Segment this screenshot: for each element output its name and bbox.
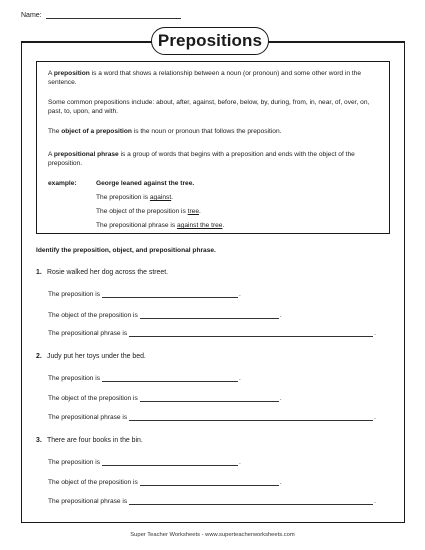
answer-blank[interactable]	[129, 413, 373, 421]
q3-preposition-line	[48, 458, 241, 466]
example-object	[96, 208, 201, 215]
text: is a group of words that begins with a preposition and ends with the object of the preposition.	[48, 151, 355, 168]
period: .	[239, 459, 241, 466]
q3-object-line	[48, 478, 282, 486]
answer-blank[interactable]	[129, 329, 373, 337]
page-title-text: Prepositions	[157, 31, 263, 50]
text: Some common prepositions include: about, after, against, before, below, by, during, from, in, near, of, over, on, past, to, upon, and with.	[48, 99, 370, 116]
common-prepositions	[48, 98, 383, 117]
question-2	[36, 353, 146, 360]
question-number: 1.	[36, 269, 42, 276]
period: .	[239, 375, 241, 382]
text: A	[48, 70, 54, 77]
text: .	[171, 194, 173, 201]
answer-blank[interactable]	[102, 458, 238, 466]
name-field[interactable]	[21, 11, 181, 19]
example-sentence: George leaned against the tree.	[96, 180, 195, 187]
prompt-label: The prepositional phrase is	[48, 330, 128, 337]
prompt-label: The object of the preposition is	[48, 395, 138, 402]
period: .	[374, 498, 377, 505]
q3-phrase-line	[48, 497, 376, 505]
prompt-label: The prepositional phrase is	[48, 414, 128, 421]
text: is a word that shows a relationship between a noun (or pronoun) and some other word in the sentence.	[48, 70, 362, 87]
period: .	[279, 479, 282, 486]
prompt-label: The object of the preposition is	[48, 312, 138, 319]
question-3	[36, 437, 143, 444]
answer-blank[interactable]	[140, 311, 279, 319]
question-sentence: Judy put her toys under the bed.	[47, 353, 146, 360]
period: .	[374, 414, 377, 421]
q2-preposition-line	[48, 374, 241, 382]
answer-blank[interactable]	[140, 394, 279, 402]
prompt-label: The preposition is	[48, 291, 101, 298]
term-phrase: prepositional phrase	[53, 151, 119, 158]
question-number: 2.	[36, 353, 42, 360]
example-answer: against the tree	[177, 222, 223, 229]
question-sentence: Rosie walked her dog across the street.	[47, 269, 169, 276]
question-sentence: There are four books in the bin.	[47, 437, 143, 444]
phrase-definition	[48, 150, 383, 169]
q1-preposition-line	[48, 290, 241, 298]
prompt-label: The preposition is	[48, 375, 101, 382]
answer-blank[interactable]	[102, 374, 238, 382]
question-1	[36, 269, 168, 276]
example-phrase	[96, 222, 224, 229]
preposition-definition	[48, 69, 383, 88]
q2-phrase-line	[48, 413, 376, 421]
prompt-label: The object of the preposition is	[48, 479, 138, 486]
answer-blank[interactable]	[140, 478, 279, 486]
object-definition	[48, 127, 383, 136]
period: .	[279, 395, 282, 402]
q1-object-line	[48, 311, 282, 319]
term-preposition: preposition	[53, 70, 90, 77]
text: .	[199, 208, 201, 215]
example-label: example:	[48, 180, 77, 187]
page-title	[151, 27, 269, 55]
question-number: 3.	[36, 437, 42, 444]
text: The object of the preposition is	[96, 208, 188, 215]
instructions: Identify the preposition, object, and prepositional phrase.	[36, 247, 216, 254]
name-label: Name:	[21, 12, 42, 19]
example-answer: against	[149, 194, 172, 201]
period: .	[239, 291, 241, 298]
text: is the noun or pronoun that follows the preposition.	[131, 128, 282, 135]
text: The preposition is	[96, 194, 150, 201]
text: .	[222, 222, 225, 229]
text: A	[48, 151, 54, 158]
term-object: object of a preposition	[61, 128, 132, 135]
period: .	[279, 312, 282, 319]
period: .	[374, 330, 377, 337]
example-preposition	[96, 194, 173, 201]
example-answer: tree	[187, 208, 200, 215]
prompt-label: The preposition is	[48, 459, 101, 466]
name-blank-line[interactable]	[46, 11, 181, 19]
q1-phrase-line	[48, 329, 376, 337]
q2-object-line	[48, 394, 282, 402]
text: The prepositional phrase is	[96, 222, 178, 229]
answer-blank[interactable]	[102, 290, 238, 298]
text: The	[48, 128, 62, 135]
prompt-label: The prepositional phrase is	[48, 498, 128, 505]
answer-blank[interactable]	[129, 497, 373, 505]
footer-credit: Super Teacher Worksheets - www.superteacherworksheets.com	[130, 532, 295, 538]
